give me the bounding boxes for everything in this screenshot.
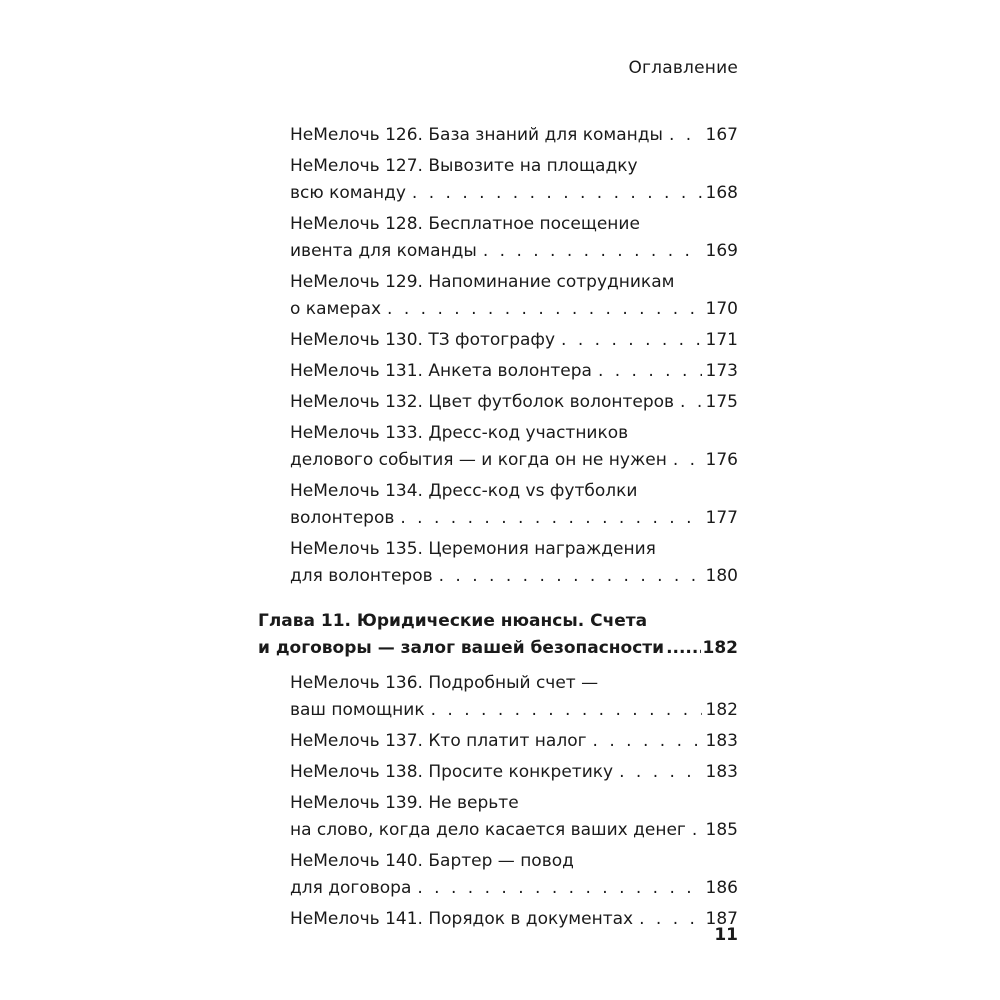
- toc-page-number: 175: [705, 392, 738, 412]
- toc-entry-title: для договора: [290, 878, 412, 898]
- toc-entry-title: НеМелочь 133. Дресс-код участников: [290, 423, 629, 443]
- toc-entry-title: НеМелочь 137. Кто платит налог: [290, 731, 587, 751]
- leader-dots: [412, 180, 702, 207]
- toc-entry-line: [290, 296, 738, 323]
- chapter-page-number: 182: [702, 638, 738, 658]
- toc-page-number: 176: [705, 450, 738, 470]
- toc-entry-title: НеМелочь 136. Подробный счет —: [290, 673, 599, 693]
- chapter-title-line-2: и договоры — залог вашей безопасности: [258, 638, 665, 658]
- toc-page-number: 183: [705, 731, 738, 751]
- toc-entry-title: о камерах: [290, 299, 382, 319]
- leader-dots: [417, 875, 701, 902]
- chapter-line-2: [258, 635, 738, 662]
- toc-entry-line: [290, 670, 738, 697]
- toc-page-number: 173: [705, 361, 738, 381]
- leader-dots: [593, 728, 702, 755]
- toc-entry-line: [290, 420, 738, 447]
- leader-dots: [400, 505, 701, 532]
- toc-entry-title: НеМелочь 126. База знаний для команды: [290, 125, 663, 145]
- toc-entry-line: [290, 180, 738, 207]
- toc-entry: [258, 478, 738, 532]
- toc-entry: [258, 269, 738, 323]
- toc-entry-line: [290, 790, 738, 817]
- toc-page-number: 177: [705, 508, 738, 528]
- toc-page-number: 168: [705, 183, 738, 203]
- toc-entry-title: НеМелочь 141. Порядок в документах: [290, 909, 634, 929]
- leader-dots: [431, 697, 702, 724]
- toc-page-number: 167: [705, 125, 738, 145]
- toc-page-number: 180: [705, 566, 738, 586]
- toc-page-number: 187: [705, 909, 738, 929]
- toc-entry-title: на слово, когда дело касается ваших денег: [290, 820, 686, 840]
- toc-entry-line: [290, 817, 738, 844]
- toc-entry-line: [290, 563, 738, 590]
- toc-page-number: 171: [705, 330, 738, 350]
- toc-page-number: 185: [705, 820, 738, 840]
- toc-page-number: 169: [705, 241, 738, 261]
- toc-page-number: 183: [705, 762, 738, 782]
- toc-entry-line: [290, 358, 738, 385]
- leader-dots: [680, 389, 702, 416]
- toc-entry-line: [290, 759, 738, 786]
- toc-entry: [258, 790, 738, 844]
- toc-entry: [258, 420, 738, 474]
- toc-entry-title: для волонтеров: [290, 566, 433, 586]
- toc-entry-line: [290, 875, 738, 902]
- toc-entry: [258, 389, 738, 416]
- toc-page-number: 170: [705, 299, 738, 319]
- toc-entry-line: [290, 122, 738, 149]
- leader-dots: [483, 238, 702, 265]
- chapter-heading: [258, 608, 738, 662]
- toc-entry-line: [290, 728, 738, 755]
- toc-entry-title: НеМелочь 140. Бартер — повод: [290, 851, 574, 871]
- toc-entry: [258, 670, 738, 724]
- toc-entry-title: ивента для команды: [290, 241, 477, 261]
- toc-entry-title: НеМелочь 131. Анкета волонтера: [290, 361, 592, 381]
- leader-dots: [669, 122, 702, 149]
- toc-entry-line: [290, 153, 738, 180]
- chapter-title-line-1: Глава 11. Юридические нюансы. Счета: [258, 611, 648, 631]
- page-number: 11: [714, 925, 738, 945]
- table-of-contents: [258, 122, 738, 937]
- toc-entry: [258, 122, 738, 149]
- toc-entry-line: [290, 327, 738, 354]
- leader-dots: [561, 327, 702, 354]
- toc-entry-title: делового события — и когда он не нужен: [290, 450, 667, 470]
- entries-before-chapter: [258, 122, 738, 590]
- toc-entry: [258, 358, 738, 385]
- running-head: Оглавление: [628, 58, 738, 78]
- toc-entry-title: волонтеров: [290, 508, 395, 528]
- toc-entry-title: НеМелочь 135. Церемония награждения: [290, 539, 656, 559]
- leader-dots: [598, 358, 702, 385]
- leader-dots: [439, 563, 702, 590]
- toc-entry-line: [290, 848, 738, 875]
- leader-dots: [387, 296, 702, 323]
- toc-entry-title: НеМелочь 132. Цвет футболок волонтеров: [290, 392, 675, 412]
- leader-dots: [673, 447, 702, 474]
- toc-entry: [258, 211, 738, 265]
- toc-entry-line: [290, 211, 738, 238]
- toc-entry-title: всю команду: [290, 183, 406, 203]
- toc-entry: [258, 728, 738, 755]
- toc-page-number: 186: [705, 878, 738, 898]
- leader-dots: [666, 635, 700, 662]
- toc-entry-line: [290, 697, 738, 724]
- toc-entry-line: [290, 505, 738, 532]
- toc-entry-line: [290, 447, 738, 474]
- toc-entry: [258, 906, 738, 933]
- toc-entry-line: [290, 269, 738, 296]
- toc-entry: [258, 759, 738, 786]
- toc-entry-title: НеМелочь 134. Дресс-код vs футболки: [290, 481, 638, 501]
- toc-page-number: 182: [705, 700, 738, 720]
- leader-dots: [692, 817, 702, 844]
- leader-dots: [619, 759, 701, 786]
- toc-entry-line: [290, 389, 738, 416]
- toc-entry-title: ваш помощник: [290, 700, 425, 720]
- toc-entry-line: [290, 536, 738, 563]
- chapter-entries: [258, 670, 738, 933]
- toc-entry: [258, 327, 738, 354]
- leader-dots: [639, 906, 701, 933]
- toc-entry-line: [290, 238, 738, 265]
- toc-entry-title: НеМелочь 130. ТЗ фотографу: [290, 330, 556, 350]
- chapter-line-1: [258, 608, 738, 635]
- toc-entry-title: НеМелочь 139. Не верьте: [290, 793, 519, 813]
- toc-entry-title: НеМелочь 128. Бесплатное посещение: [290, 214, 640, 234]
- toc-entry-title: НеМелочь 127. Вывозите на площадку: [290, 156, 638, 176]
- toc-entry-title: НеМелочь 138. Просите конкретику: [290, 762, 614, 782]
- toc-entry: [258, 153, 738, 207]
- toc-entry: [258, 536, 738, 590]
- toc-entry: [258, 848, 738, 902]
- toc-entry-line: [290, 906, 738, 933]
- toc-entry-title: НеМелочь 129. Напоминание сотрудникам: [290, 272, 675, 292]
- toc-entry-line: [290, 478, 738, 505]
